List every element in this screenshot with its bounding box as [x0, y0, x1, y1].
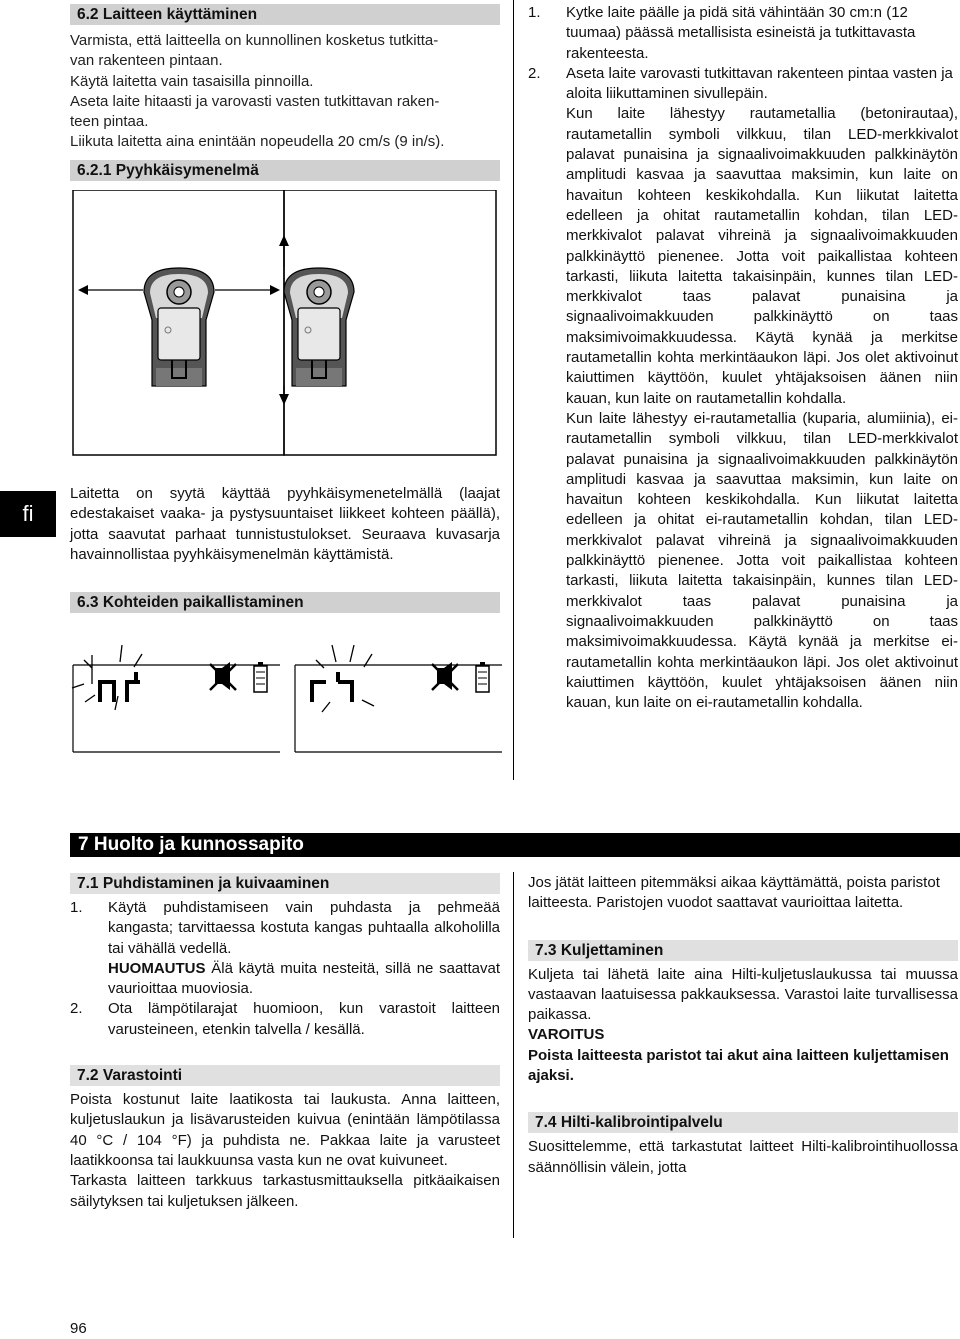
warning-text: Poista laitteesta paristot tai akut aina laitteen kuljettamisen ajaksi.	[528, 1046, 949, 1085]
paragraph-storage-check: Tarkasta laitteen tarkkuus tarkastusmittauksella pitkäaikaisen säilytyksen tai kuljetuksen jälkeen.	[70, 1172, 500, 1210]
display-nonferrous-icon	[295, 645, 502, 752]
display-figures	[70, 640, 510, 760]
paragraph-storage: Poista kostunut laite laatikosta tai laukusta. Anna laitteen, kuljetuslaukun ja lisävarusteiden kuivua (enintään lämpötilassa 40 °C / 104 °F) ja puhdista ne. Pakkaa laite ja varusteet laatikkoonsa tai laukkuunsa vasta kun ne ovat kuivuneet.	[70, 1091, 500, 1169]
page-number: 96	[70, 1320, 87, 1337]
text-line: Aseta laite hitaasti ja varovasti vasten tutkittavan raken-	[70, 92, 440, 110]
paragraph-ferrous: Kun laite lähestyy rautametallia (betonirautaa), rautametallin symboli vilkkuu, tilan LED-merkkivalot palavat punaisina ja signaalivoimakkuuden palkkinäytön amplitudi kasvaa ja saavuttaa maksimin, kun laite on havaitun kohteen keskikohdalla. Kun liikutat laitetta edelleen ja ohitat rautametallin kohdan, tilan LED-merkkivalot palavat vihreinä ja signaalivoimakkuuden palkkinäyttö pienenee. Jotta voit paikallistaa kohteen tarkasti, liikuta laitetta takaisinpäin, kunnes tilan LED-merkkivalot taas palavat punaisina ja signaalivoimakkuuden palkkinäyttö on taas maksimivoimakkuudessa. Käytä kynää ja merkitse rautametallin kohta merkintäaukon läpi. Jos olet aktivoinut kaiuttimen käyttöön, kuulet yhtäjaksoisen äänen niin kauan, kun laite on rautametallin kohdalla.	[566, 105, 958, 407]
column-divider-bottom	[513, 872, 514, 1238]
column-divider-top	[513, 0, 514, 780]
cleaning-list	[70, 898, 500, 1040]
paragraph-sweep: Laitetta on syytä käyttää pyyhkäisymenetelmällä (laajat edestakaiset vaaka- ja pystysuuntaiset liikkeet kohteen päällä), jotta saavutat parhaat tunnistustulokset. Seuraava kuvasarja havainnollistaa pyyhkäisymenelmän käyttämistä.	[70, 485, 500, 563]
detector-device-icon	[284, 268, 354, 386]
left-column-bottom	[70, 873, 500, 1212]
steps-list	[528, 3, 958, 104]
detector-device-icon	[144, 268, 214, 386]
text-line: Liikuta laitetta aina enintään nopeudella 20 cm/s (9 in/s).	[70, 133, 445, 151]
heading-7-3: 7.3 Kuljettaminen	[528, 940, 958, 961]
heading-6-2-1: 6.2.1 Pyyhkäisymenelmä	[70, 160, 500, 181]
text-line: Varmista, että laitteella on kunnollinen kosketus tutkitta-	[70, 32, 439, 49]
text-line: van rakenteen pintaan.	[70, 52, 223, 70]
sweep-method-figure	[70, 190, 500, 465]
display-ferrous-icon	[72, 645, 280, 752]
paragraph-transport: Kuljeta tai lähetä laite aina Hilti-kuljetuslaukussa tai muussa vastaavan laatuisessa pakkauksessa. Varastoi laite turvallisessa paikassa.	[528, 965, 958, 1024]
list-item: 2. Ota lämpötilarajat huomioon, kun varastoit laitteen varusteineen, etenkin talvella / kesällä.	[70, 1000, 500, 1038]
paragraph-nonferrous: Kun laite lähestyy ei-rautametallia (kuparia, alumiinia), ei-rautametallin symboli vilkkuu, tilan LED-merkkivalot palavat punaisina ja signaalivoimakkuuden palkkinäytön amplitudi kasvaa ja saavuttaa maksimin, kun laite on havaitun kohteen keskikohdalla. Kun liikutat laitetta edelleen ja ohitat ei-rautametallin kohdan, tilan LED-merkkivalot palavat vihreinä ja signaalivoimakkuuden palkkinäyttö pienenee. Jotta voit paikallistaa kohteen tarkasti, liikuta laitetta takaisinpäin, kunnes tilan LED-merkkivalot taas palavat punaisina ja signaalivoimakkuuden palkkinäyttö on taas maksimivoimakkuudessa. Käytä kynää ja merkitse ei-rautametallin kohta merkintäaukon läpi. Jos olet aktivoinut kaiuttimen käyttöön, kuulet yhtäjaksoisen äänen niin kauan, kun laite on ei-rautametallin kohdalla.	[566, 409, 958, 712]
list-item: 1. Kytke laite päälle ja pidä sitä vähintään 30 cm:n (12 tuumaa) päässä metallisista esineistä ja tutkittavasta rakenteesta.	[528, 4, 916, 62]
left-column-top	[70, 4, 500, 181]
warning-label: VAROITUS	[528, 1026, 605, 1044]
paragraph-calibration: Suosittelemme, että tarkastutat laitteet Hilti-kalibrointihuollossa säännöllisin välein, jotta	[528, 1138, 958, 1176]
left-column-middle	[70, 484, 500, 613]
right-column-top	[528, 3, 958, 713]
section-7-title: 7 Huolto ja kunnossapito	[70, 833, 960, 857]
list-item: 2. Aseta laite varovasti tutkittavan rakenteen pintaa vasten ja aloita liikuttaminen sivullepäin.	[528, 64, 953, 103]
right-column-bottom	[528, 873, 958, 1178]
text-line: Käytä laitetta vain tasaisilla pinnoilla.	[70, 72, 314, 90]
heading-7-1: 7.1 Puhdistaminen ja kuivaaminen	[70, 873, 500, 894]
heading-7-2: 7.2 Varastointi	[70, 1065, 500, 1086]
heading-6-3: 6.3 Kohteiden paikallistaminen	[70, 592, 500, 613]
text-line: teen pintaa.	[70, 113, 149, 131]
language-tab: fi	[0, 491, 56, 537]
heading-7-4: 7.4 Hilti-kalibrointipalvelu	[528, 1112, 958, 1133]
heading-6-2: 6.2 Laitteen käyttäminen	[70, 4, 500, 25]
paragraph-batteries: Jos jätät laitteen pitemmäksi aikaa käyttämättä, poista paristot laitteesta. Paristojen vuodot saattavat vaurioittaa laitetta.	[528, 874, 940, 912]
list-item: 1. Käytä puhdistamiseen vain puhdasta ja pehmeää kangasta; tarvittaessa kostuta kangas puhtaalla alkoholilla tai vähällä vedellä. HUOMAUTUS Älä käytä muita nesteitä, sillä ne saattavat vaurioittaa muoviosia.	[70, 899, 500, 998]
